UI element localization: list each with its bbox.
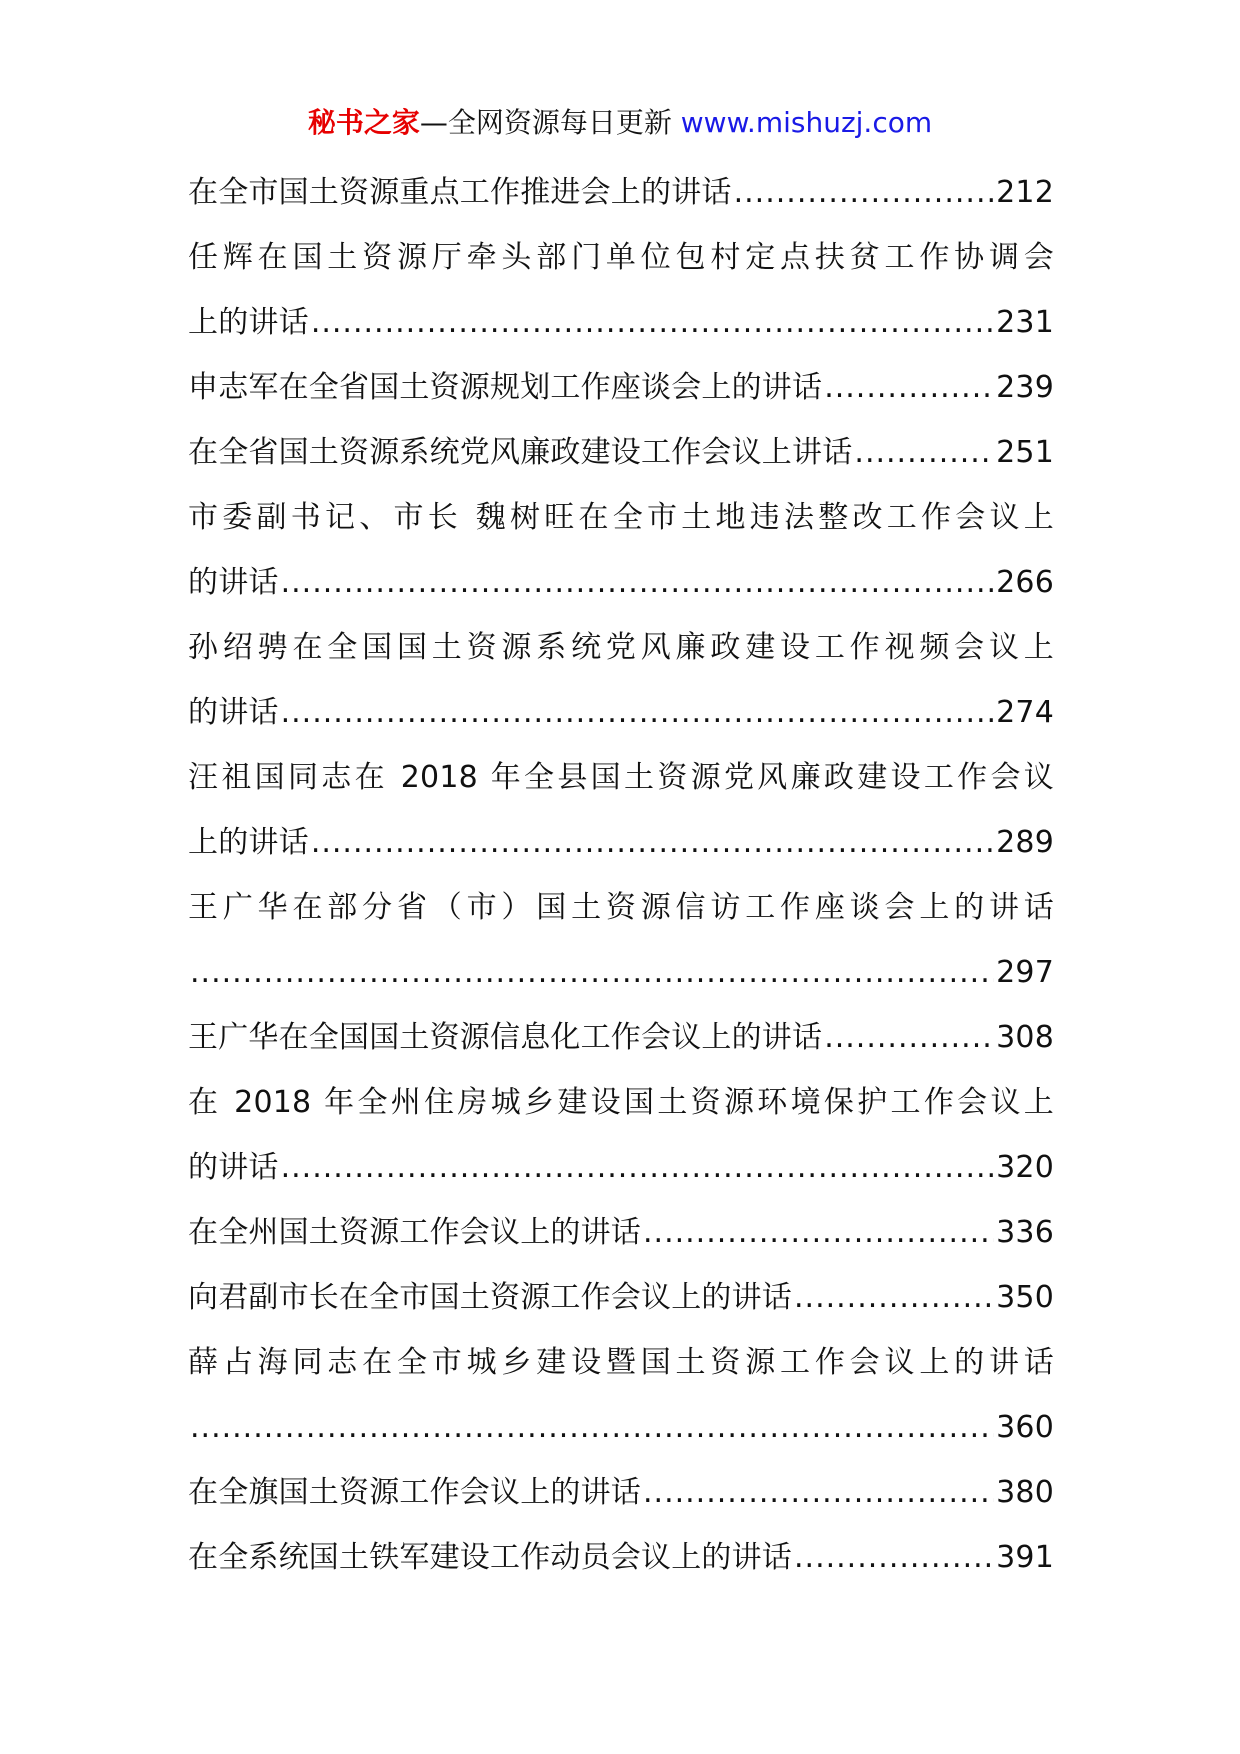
toc-entry-page-number: 350 — [996, 1280, 1054, 1315]
toc-entry-title: 王广华在部分省（市）国土资源信访工作座谈会上的讲话 — [188, 890, 1054, 925]
toc-entry-page-number: 320 — [996, 1150, 1054, 1185]
dot-leader — [311, 810, 994, 875]
dot-leader — [281, 680, 995, 745]
toc-entry-title: 的讲话 — [188, 565, 279, 600]
dot-leader — [281, 550, 995, 615]
toc-entry[interactable] — [188, 1070, 1054, 1135]
toc-entry-title: 在 2018 年全州住房城乡建设国土资源环境保护工作会议上 — [188, 1085, 1054, 1120]
toc-entry[interactable] — [188, 485, 1054, 550]
dot-leader — [854, 420, 994, 485]
toc-entry-title: 汪祖国同志在 2018 年全县国土资源党风廉政建设工作会议 — [188, 760, 1054, 795]
toc-entry-page-number: 289 — [996, 825, 1054, 860]
toc-entry-title: 王广华在全国国土资源信息化工作会议上的讲话 — [188, 1020, 823, 1055]
toc-entry-title: 在全市国土资源重点工作推进会上的讲话 — [188, 175, 732, 210]
toc-entry-page-number: 266 — [996, 565, 1054, 600]
dot-leader — [281, 1135, 995, 1200]
page-header — [0, 98, 1240, 148]
toc-entry-title: 的讲话 — [188, 1150, 279, 1185]
toc-entry-title: 任辉在国土资源厅牵头部门单位包村定点扶贫工作协调会 — [188, 240, 1054, 275]
toc-entry-title: 上的讲话 — [188, 825, 309, 860]
toc-entry[interactable] — [188, 225, 1054, 290]
toc-entry-page-number: 297 — [996, 955, 1054, 990]
toc-entry[interactable] — [188, 875, 1054, 940]
toc-entry-title: 申志军在全省国土资源规划工作座谈会上的讲话 — [188, 370, 823, 405]
dot-leader — [824, 355, 994, 420]
toc-entry-title: 在全州国土资源工作会议上的讲话 — [188, 1215, 641, 1250]
toc-entry-title: 上的讲话 — [188, 305, 309, 340]
dot-leader — [824, 1005, 994, 1070]
table-of-contents — [188, 160, 1054, 1590]
toc-entry[interactable] — [188, 1135, 1054, 1200]
toc-entry[interactable] — [188, 420, 1054, 485]
toc-entry[interactable] — [188, 290, 1054, 355]
toc-entry-title: 在全系统国土铁军建设工作动员会议上的讲话 — [188, 1540, 792, 1575]
toc-entry[interactable] — [188, 355, 1054, 420]
toc-entry-title: 的讲话 — [188, 695, 279, 730]
toc-entry-page-number: 239 — [996, 370, 1054, 405]
dot-leader — [794, 1525, 994, 1590]
toc-entry[interactable] — [188, 160, 1054, 225]
dot-leader — [643, 1460, 994, 1525]
toc-entry-page-number: 360 — [996, 1410, 1054, 1445]
brand-name: 秘书之家 — [307, 106, 420, 139]
toc-entry[interactable] — [188, 810, 1054, 875]
toc-entry[interactable] — [188, 940, 1054, 1005]
toc-entry-title: 在全旗国土资源工作会议上的讲话 — [188, 1475, 641, 1510]
dot-leader — [190, 940, 994, 1005]
toc-entry[interactable] — [188, 1460, 1054, 1525]
toc-entry[interactable] — [188, 1005, 1054, 1070]
toc-entry[interactable] — [188, 1330, 1054, 1395]
dot-leader — [794, 1265, 994, 1330]
toc-entry-page-number: 380 — [996, 1475, 1054, 1510]
toc-entry-title: 薛占海同志在全市城乡建设暨国土资源工作会议上的讲话 — [188, 1345, 1054, 1380]
dot-leader — [190, 1395, 994, 1460]
toc-entry-title: 在全省国土资源系统党风廉政建设工作会议上讲话 — [188, 435, 853, 470]
dot-leader — [734, 160, 995, 225]
dot-leader — [311, 290, 994, 355]
toc-entry[interactable] — [188, 615, 1054, 680]
toc-entry-page-number: 308 — [996, 1020, 1054, 1055]
dot-leader — [643, 1200, 994, 1265]
toc-entry-title: 市委副书记、市长 魏树旺在全市土地违法整改工作会议上 — [188, 500, 1054, 535]
toc-entry-page-number: 336 — [996, 1215, 1054, 1250]
toc-entry-page-number: 391 — [996, 1540, 1054, 1575]
toc-entry[interactable] — [188, 550, 1054, 615]
toc-entry-title: 向君副市长在全市国土资源工作会议上的讲话 — [188, 1280, 792, 1315]
toc-entry-page-number: 231 — [996, 305, 1054, 340]
toc-entry-page-number: 274 — [996, 695, 1054, 730]
toc-entry-page-number: 251 — [996, 435, 1054, 470]
toc-entry[interactable] — [188, 1525, 1054, 1590]
toc-entry[interactable] — [188, 1265, 1054, 1330]
toc-entry[interactable] — [188, 1395, 1054, 1460]
toc-entry[interactable] — [188, 680, 1054, 745]
toc-entry[interactable] — [188, 1200, 1054, 1265]
toc-entry-title: 孙绍骋在全国国土资源系统党风廉政建设工作视频会议上 — [188, 630, 1054, 665]
toc-entry-page-number: 212 — [996, 175, 1054, 210]
header-slogan: —全网资源每日更新 — [419, 106, 681, 139]
toc-entry[interactable] — [188, 745, 1054, 810]
website-link[interactable]: www.mishuzj.com — [680, 106, 933, 139]
